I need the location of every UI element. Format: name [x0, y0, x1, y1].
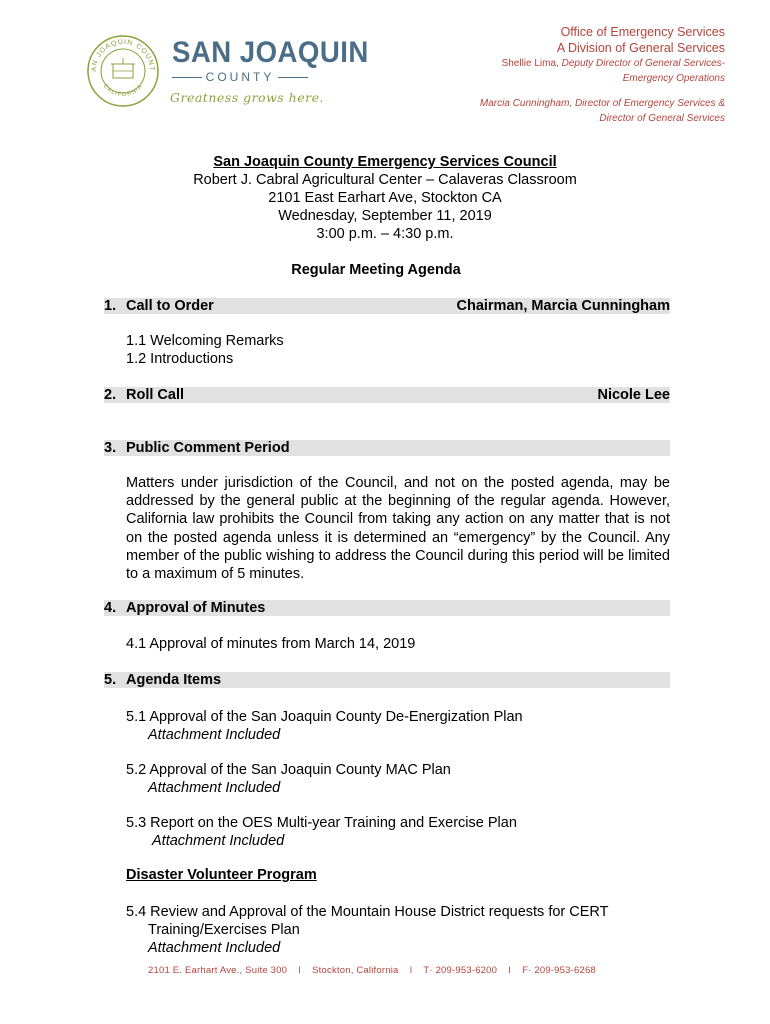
logo-name: SAN JOAQUIN [172, 36, 369, 69]
logo-county-text: COUNTY [205, 70, 275, 84]
section-number: 1. [104, 298, 117, 314]
section-label: Agenda Items [126, 672, 222, 688]
subheading-disaster-volunteer: Disaster Volunteer Program [126, 867, 317, 883]
deputy-director-title: Deputy Director of General Services- [561, 58, 725, 69]
deputy-director-line [480, 56, 725, 71]
section-roll-call [104, 387, 670, 403]
section-label: Roll Call [126, 387, 185, 403]
logo-rule-right [278, 77, 308, 78]
agenda-item-text: 5.1 Approval of the San Joaquin County De-Energization Plan [126, 709, 523, 725]
deputy-director-title-cont: Emergency Operations [622, 73, 725, 84]
meeting-location: Robert J. Cabral Agricultural Center – Calaveras Classroom [193, 172, 577, 188]
seal-text-bottom: CALIFORNIA [101, 83, 145, 99]
agenda-item-5-1 [126, 708, 523, 744]
agenda-title: Regular Meeting Agenda [291, 262, 461, 278]
section-approval-of-minutes [104, 600, 670, 616]
logo-tagline: Greatness grows here. [170, 90, 324, 105]
office-division: A Division of General Services [556, 41, 725, 55]
list-item: 1.1 Welcoming Remarks [126, 333, 284, 349]
meeting-info [0, 153, 770, 243]
agenda-item-text-cont: Training/Exercises Plan [148, 922, 300, 938]
section-number: 5. [104, 672, 117, 688]
agenda-item-text: 5.2 Approval of the San Joaquin County MAC Plan [126, 762, 451, 778]
county-seal-icon [86, 34, 160, 108]
director-line: Marcia Cunningham, Director of Emergency Services & [479, 98, 725, 109]
agenda-item-text: 5.4 Review and Approval of the Mountain House District requests for CERT [126, 904, 609, 920]
public-comment-paragraph: Matters under jurisdiction of the Council, and not on the posted agenda, may be addressed by the general public at the beginning of the regular agenda. However, California law prohibits the Council from taking any action on any matter that is not on the posted agenda unless it is determined an “emergency” by the Council. Any member of the public wishing to address the Council during this period will be limited to a maximum of 5 minutes. [126, 475, 670, 583]
section-number: 2. [104, 387, 117, 403]
attachment-note: Attachment Included [152, 833, 285, 849]
section-1-items [126, 332, 284, 368]
list-item: 4.1 Approval of minutes from March 14, 2019 [126, 636, 416, 652]
list-item: 1.2 Introductions [126, 351, 234, 367]
footer-contact: 2101 E. Earhart Ave., Suite 300 l Stockton, California l T· 209-953-6200 l F· 209-953-6268 [148, 965, 596, 976]
section-presenter: Chairman, Marcia Cunningham [456, 298, 670, 314]
meeting-title: San Joaquin County Emergency Services Council [213, 154, 557, 170]
attachment-note: Attachment Included [148, 780, 281, 796]
section-number: 3. [104, 440, 117, 456]
agenda-item-5-3 [126, 814, 517, 850]
svg-text:CALIFORNIA [102, 83, 145, 98]
section-label: Public Comment Period [126, 440, 290, 456]
section-label: Approval of Minutes [126, 600, 266, 616]
office-info [480, 24, 725, 126]
logo-county [172, 70, 308, 84]
attachment-note: Attachment Included [148, 727, 281, 743]
agenda-item-5-4 [126, 903, 609, 957]
agenda-item-5-2 [126, 761, 451, 797]
section-agenda-items [104, 672, 670, 688]
section-public-comment [104, 440, 670, 456]
section-number: 4. [104, 600, 117, 616]
attachment-note: Attachment Included [148, 940, 281, 956]
section-presenter: Nicole Lee [597, 387, 670, 403]
meeting-address: 2101 East Earhart Ave, Stockton CA [268, 190, 502, 206]
office-name: Office of Emergency Services [560, 25, 725, 39]
section-call-to-order [104, 298, 670, 314]
meeting-time: 3:00 p.m. – 4:30 p.m. [316, 226, 454, 242]
seal-text-top: AN JOAQUIN COUNT [90, 38, 156, 72]
logo-rule-left [172, 77, 202, 78]
meeting-date: Wednesday, September 11, 2019 [278, 208, 492, 224]
agenda-item-text: 5.3 Report on the OES Multi-year Training and Exercise Plan [126, 815, 517, 831]
director-line-cont: Director of General Services [599, 113, 725, 124]
section-label: Call to Order [126, 298, 214, 314]
deputy-director-name: Shellie Lima, [501, 58, 562, 69]
